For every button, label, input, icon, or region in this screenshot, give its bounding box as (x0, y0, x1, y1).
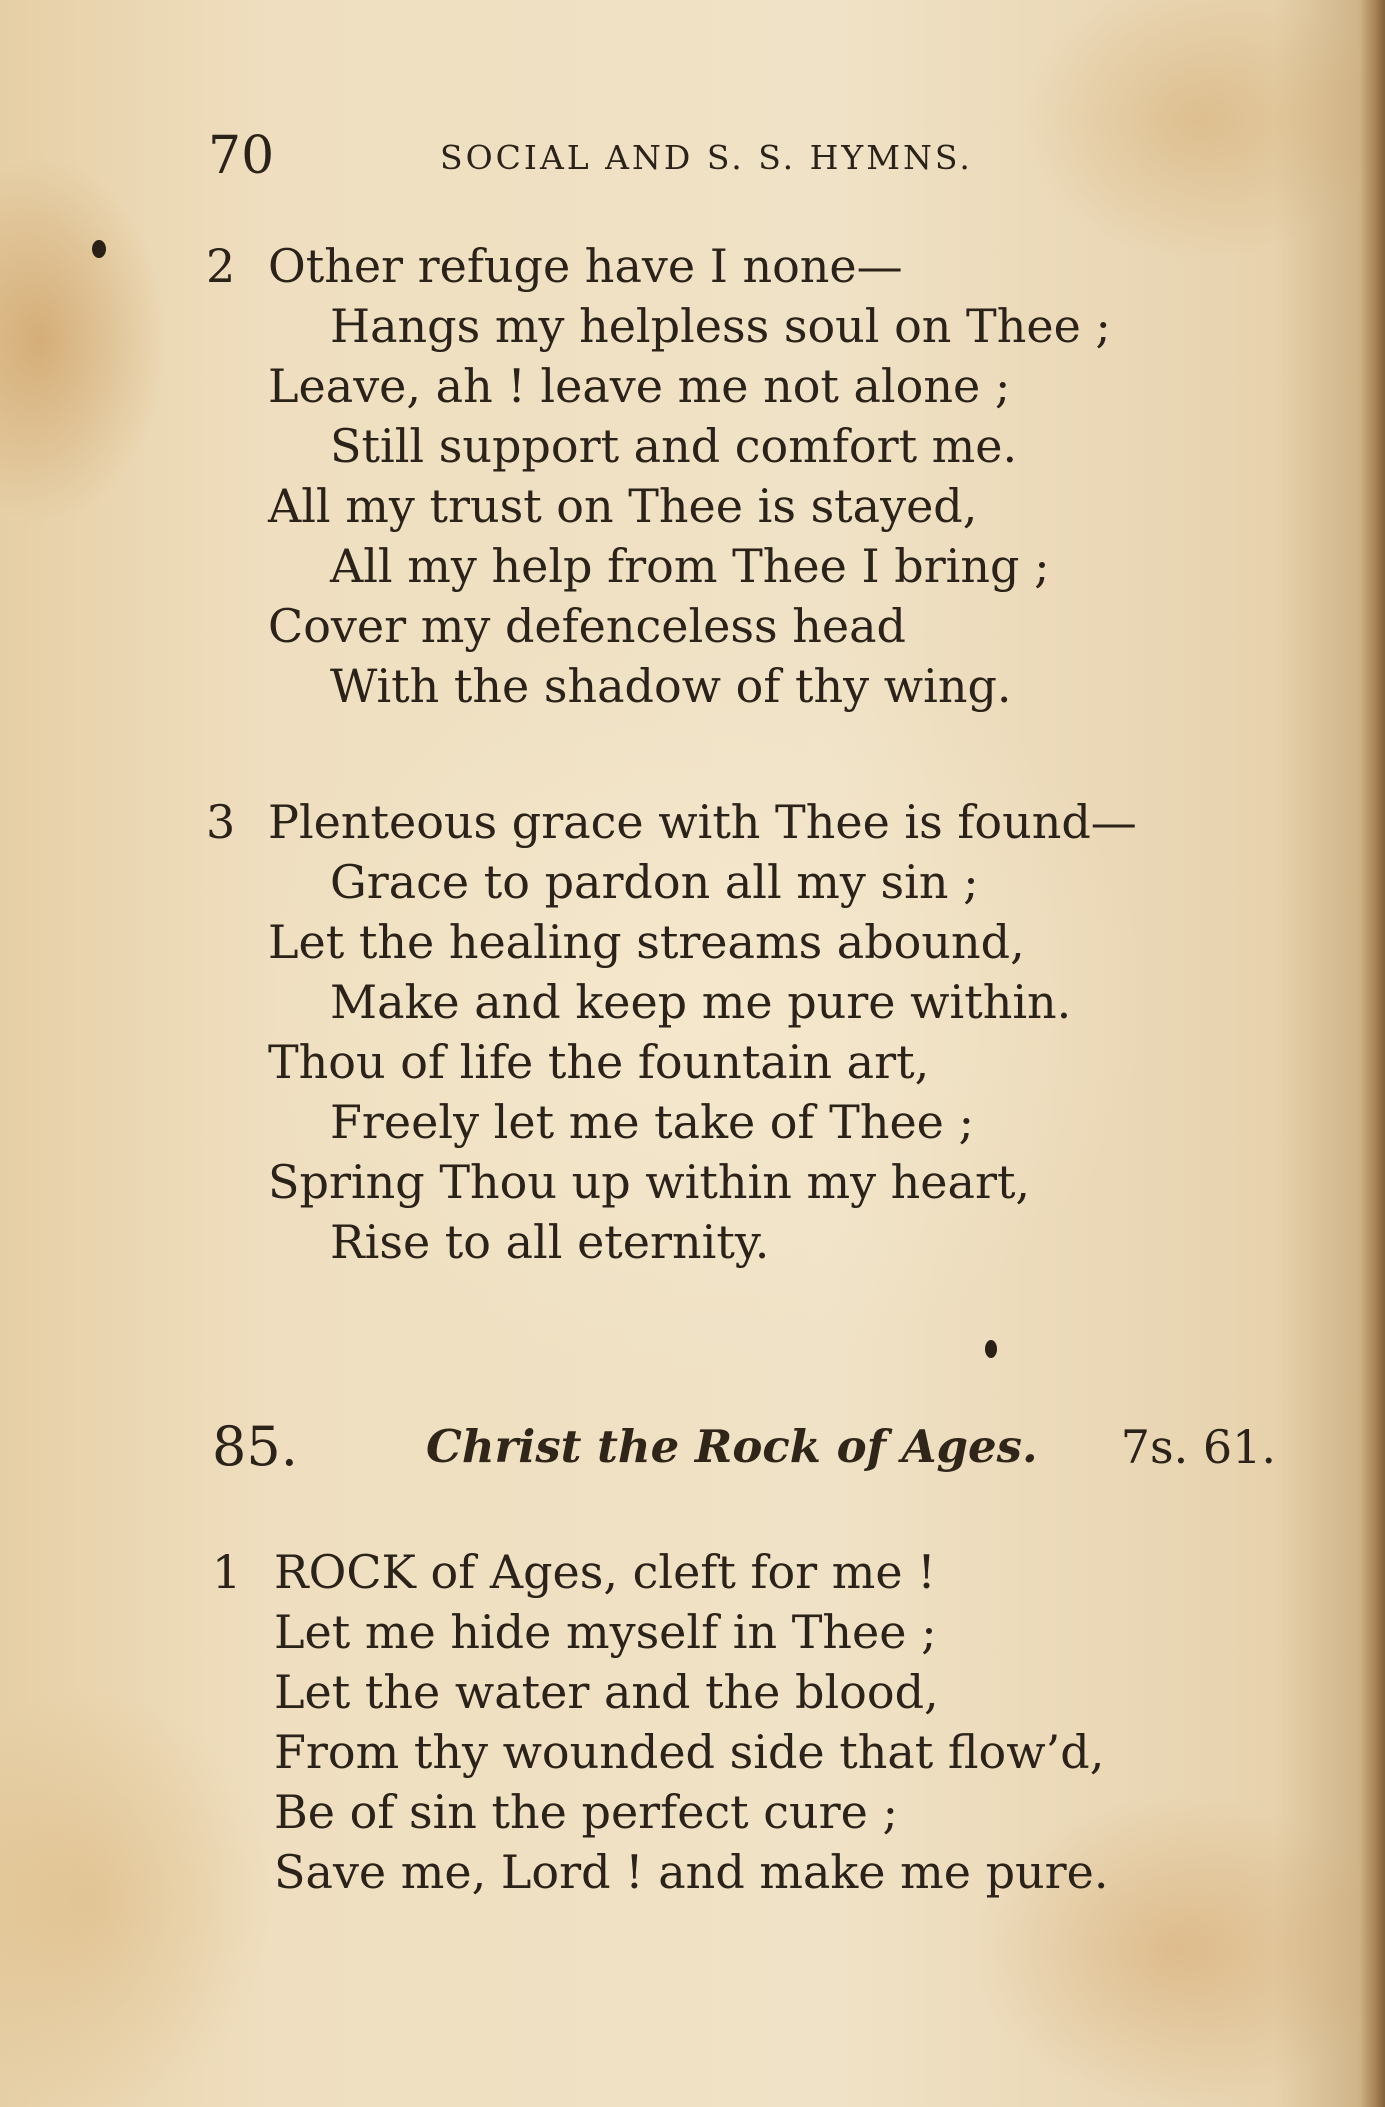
stanza-line: Rise to all eternity. (330, 1215, 770, 1269)
stanza-line: Leave, ah ! leave me not alone ; (268, 359, 1011, 413)
verse-number: 1 (212, 1545, 242, 1599)
hymn-meter: 7s. 61. (1120, 1420, 1276, 1474)
stanza-line: From thy wounded side that flow’d, (274, 1725, 1105, 1779)
page-edge-shadow (1359, 0, 1385, 2107)
hymn-number: 85. (212, 1415, 298, 1478)
hymn-title: Christ the Rock of Ages. (426, 1420, 1038, 1473)
verse-number: 3 (206, 795, 236, 849)
stanza-line: Make and keep me pure within. (330, 975, 1072, 1029)
stanza-line: 2 Other refuge have I none— (268, 236, 1308, 296)
hymn-heading (212, 1412, 1288, 1482)
stanza-line: 1 ROCK of Ages, cleft for me ! (274, 1542, 1314, 1602)
stanza-line: All my trust on Thee is stayed, (268, 479, 978, 533)
page-header (208, 126, 1048, 186)
stanza-line: Let the water and the blood, (274, 1665, 939, 1719)
stanza-2 (206, 236, 1308, 716)
stanza-line: All my help from Thee I bring ; (330, 539, 1050, 593)
stanza-line: Spring Thou up within my heart, (268, 1155, 1031, 1209)
stanza-line: Cover my defenceless head (268, 599, 906, 653)
page-number: 70 (208, 126, 275, 186)
running-title: SOCIAL AND S. S. HYMNS. (440, 138, 973, 177)
stanza-line: Hangs my helpless soul on Thee ; (330, 299, 1111, 353)
stanza-line: Grace to pardon all my sin ; (330, 855, 979, 909)
hymn-85-stanza-1 (212, 1542, 1314, 1902)
stanza-line: Let me hide myself in Thee ; (274, 1605, 937, 1659)
ink-speck (92, 240, 106, 258)
stanza-line: Let the healing streams abound, (268, 915, 1025, 969)
stanza-line: 3 Plenteous grace with Thee is found— (268, 792, 1308, 852)
stanza-line: Save me, Lord ! and make me pure. (274, 1845, 1109, 1899)
stanza-line: Freely let me take of Thee ; (330, 1095, 975, 1149)
ink-speck (985, 1340, 997, 1358)
stanza-line: Be of sin the perfect cure ; (274, 1785, 899, 1839)
stanza-line: Still support and comfort me. (330, 419, 1018, 473)
stanza-line: With the shadow of thy wing. (330, 659, 1012, 713)
verse-number: 2 (206, 239, 236, 293)
stanza-line: Thou of life the fountain art, (268, 1035, 930, 1089)
stanza-3 (206, 792, 1308, 1272)
